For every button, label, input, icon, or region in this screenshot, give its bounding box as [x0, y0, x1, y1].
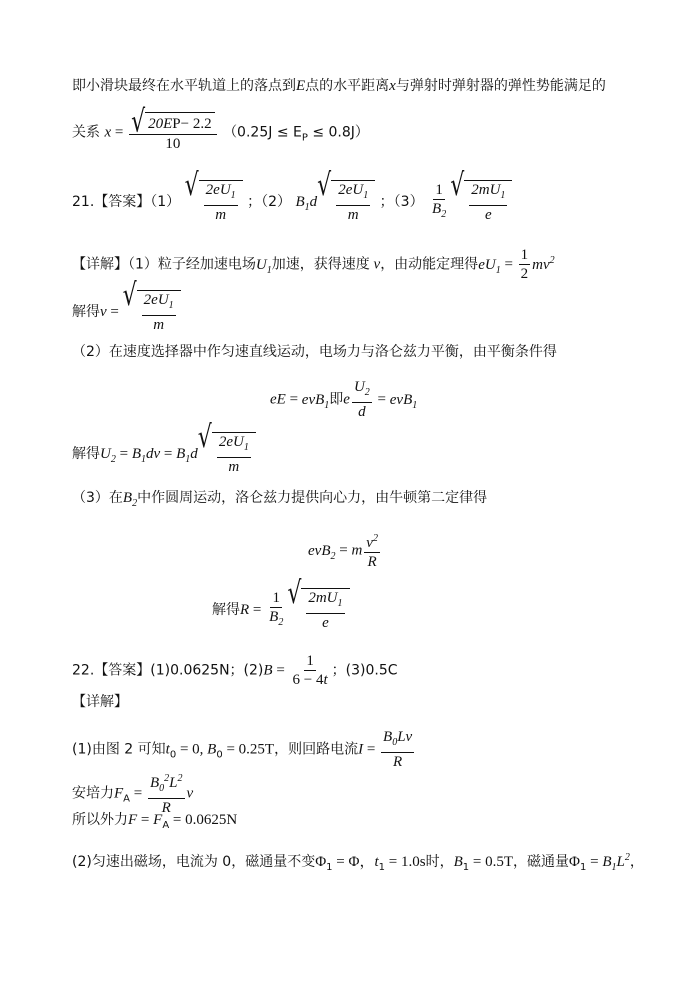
detail-1: 【详解】（1）粒子经加速电场$U_1$加速，获得速度 v，由动能定理得$eU_1$ = $\frac{1}{2}$ $mv^2$	[72, 247, 555, 282]
answer-22: 22.【答案】(1)0.0625N；(2)B = $\frac{1}{6 - 4t}$ ；(3)0.5C	[72, 653, 398, 688]
solve-r: 解得R = $\frac{1}{B_2}$ √ $\frac{2mU_1}{e}$	[212, 588, 350, 632]
detail-22-1: (1)由图 2 可知$t_0 = 0$, $B_0 = 0.25T$，则回路电流I = $\frac{B_0Lv}{R}$	[72, 729, 413, 770]
fraction: √ 20E P − 2.2 10	[129, 112, 217, 153]
equation-balance: eE = evB$_1$即e $\frac{U_2}{d}$ = evB$_1$	[270, 379, 418, 420]
solve-u2: 解得$U_2 = B_1dv = B_1d$ √ $\frac{2eU_1}{m}$	[72, 432, 256, 476]
external-force: 所以外力$F = F_A = 0.0625N$	[72, 812, 238, 831]
text-line-1: 即小滑块最终在水平轨道上的落点到E点的水平距离x与弹射时弹射器的弹性势能满足的	[72, 78, 606, 94]
detail-22-2: (2)匀速出磁场，电流为 0，磁通量不变$\Phi_1 = \Phi$，$t_1 = 1.0s$时，$B_1 = 0.5T$，磁通量$\Phi_1 = B_1L^2$，	[72, 852, 644, 873]
solve-v: 解得v = √ $\frac{2eU_1}{m}$	[72, 290, 181, 334]
detail-22: 【详解】	[72, 694, 128, 710]
relation-formula: 关系 x = √ 20E P − 2.2 10 $(0.25J \le E_P \le 0.8J)$	[72, 104, 369, 152]
equation-centripetal: evB$_2$ = m $\frac{v^2}{R}$	[308, 530, 382, 571]
detail-2: （2）在速度选择器中作匀速直线运动，电场力与洛仑兹力平衡，由平衡条件得	[72, 344, 557, 360]
detail-3: （3）在$B_2$中作圆周运动，洛仑兹力提供向心力，由牛顿第二定律得	[72, 490, 488, 509]
ampere-force: 安培力$F_A$ = $\frac{B_0^2L^2}{R}$ v	[72, 770, 193, 817]
answer-21: 21.【答案】（1） √ $\frac{2eU_1}{m}$ ；（2） $B_1d$ √ $\frac{2eU_1}{m}$ ；（3） $\frac{1}{B_2}$ √ $\frac{2mU_1}{e}$	[72, 180, 512, 224]
